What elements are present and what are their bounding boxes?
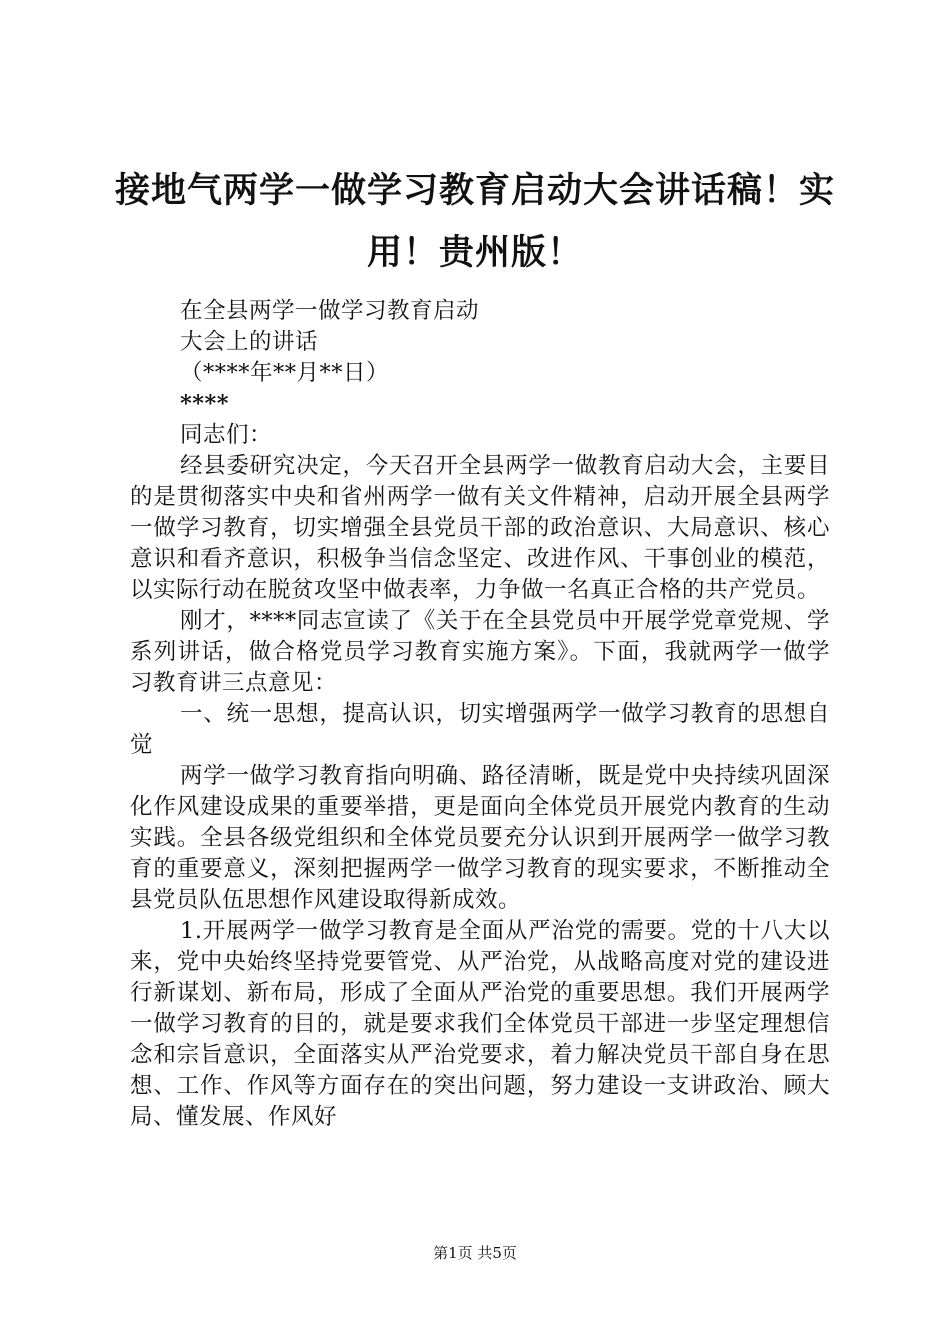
salutation: 同志们： xyxy=(180,422,273,448)
document-body xyxy=(130,296,830,1133)
paragraph-3: 两学一做学习教育指向明确、路径清晰，既是党中央持续巩固深化作风建设成果的重要举措，更是面向全体党员开展党内教育的生动实践。全县各级党组织和全体党员要充分认识到开展两学一做学习教育的重要意义，深刻把握两学一做学习教育的现实要求，不断推动全县党员队伍思想作风建设取得新成效。 xyxy=(130,763,830,913)
section-heading-1: 一、统一思想，提高认识，切实增强两学一做学习教育的思想自觉 xyxy=(130,701,830,758)
page-footer: 第1页 共5页 xyxy=(433,1244,517,1262)
document-title: 接地气两学一做学习教育启动大会讲话稿！实用！贵州版！ xyxy=(114,170,835,273)
paragraph-2: 刚才，****同志宣读了《关于在全县党员中开展学党章党规、学系列讲话，做合格党员学习教育实施方案》。下面，我就两学一做学习教育讲三点意见： xyxy=(130,608,830,696)
subtitle-line-1: 在全县两学一做学习教育启动 xyxy=(180,298,480,324)
date-line: （****年**月**日） xyxy=(180,360,390,386)
subtitle-line-2: 大会上的讲话 xyxy=(180,329,319,355)
speaker-name: **** xyxy=(180,391,230,417)
paragraph-4: 1.开展两学一做学习教育是全面从严治党的需要。党的十八大以来，党中央始终坚持党要管党、从严治党，从战略高度对党的建设进行新谋划、新布局，形成了全面从严治党的重要思想。我们开展两学一做学习教育的目的，就是要求我们全体党员干部进一步坚定理想信念和宗旨意识，全面落实从严治党要求，着力解决党员干部自身在思想、工作、作风等方面存在的突出问题，努力建设一支讲政治、顾大局、懂发展、作风好 xyxy=(130,918,830,1130)
paragraph-1: 经县委研究决定，今天召开全县两学一做教育启动大会，主要目的是贯彻落实中央和省州两学一做有关文件精神，启动开展全县两学一做学习教育，切实增强全县党员干部的政治意识、大局意识、核心意识和看齐意识，积极争当信念坚定、改进作风、干事创业的模范，以实际行动在脱贫攻坚中做表率，力争做一名真正合格的共产党员。 xyxy=(130,453,830,603)
